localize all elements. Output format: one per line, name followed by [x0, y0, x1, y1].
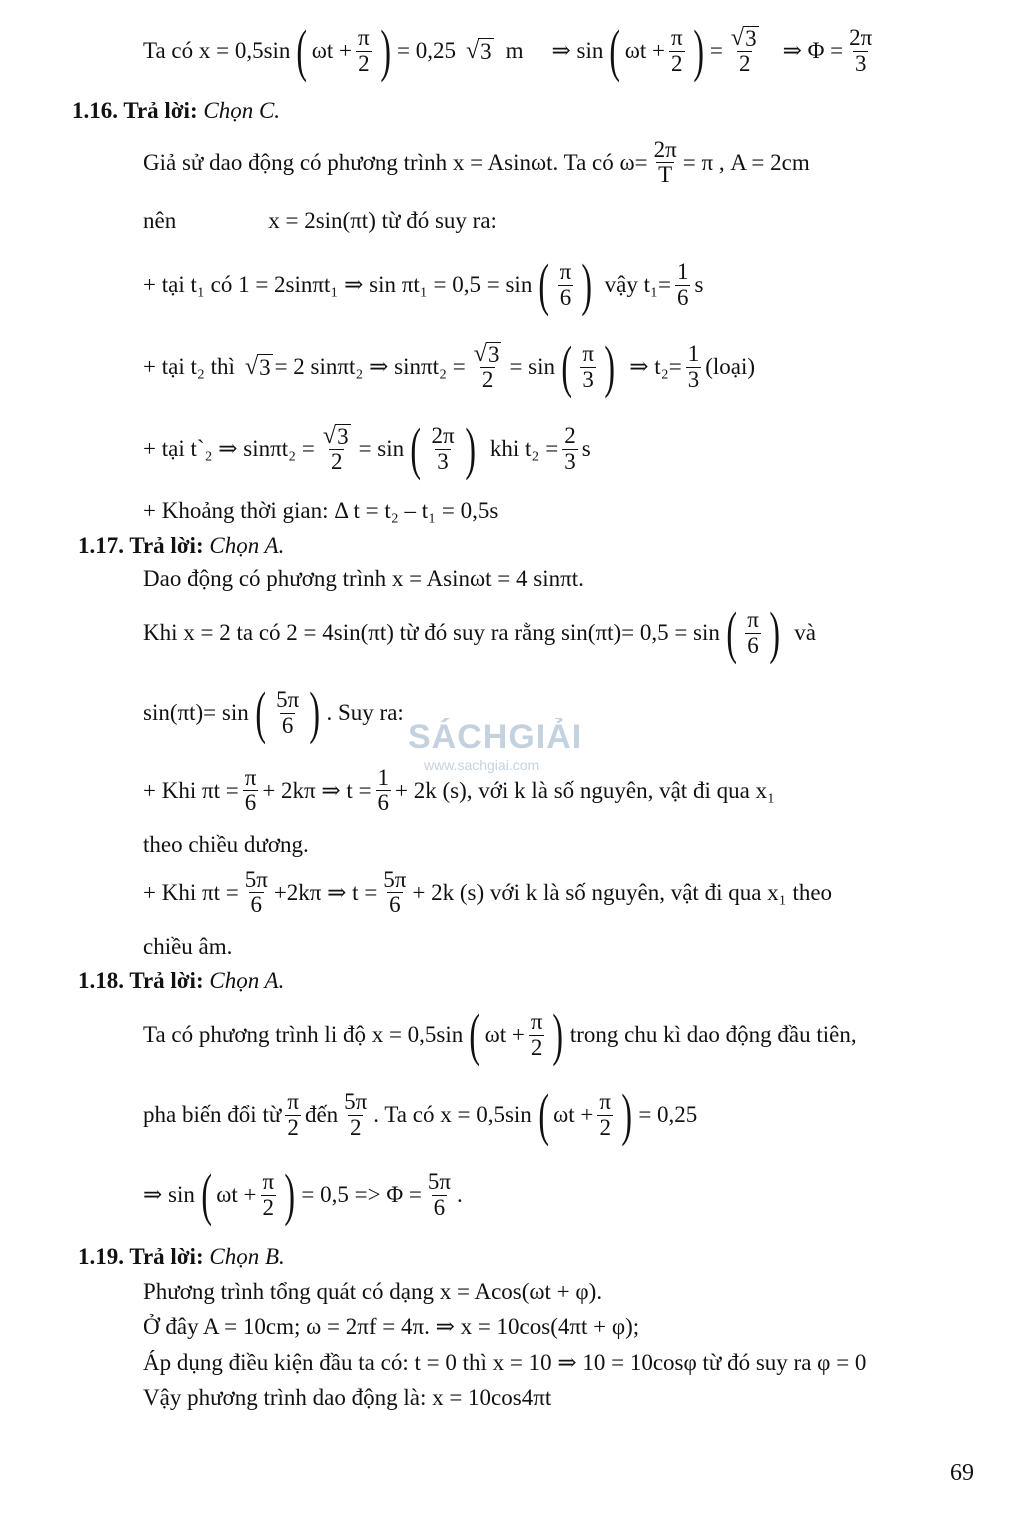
para-1-16-c: + tại t₁ có 1 = 2sinπt₁ ⇒ sin πt₁ = 0,5 = sin ( $\frac{\pi}{6}$ ) vậy t₁= $\frac{1}{6}$ s	[143, 252, 704, 317]
para-1-17-f: + Khi πt = $\frac{5\pi}{6}$ +2kπ ⇒ t = $\frac{5\pi}{6}$ + 2k (s) với k là số nguyên, vật đi qua x₁ theo	[143, 867, 833, 918]
para-1-17-g: chiều âm.	[143, 934, 233, 959]
text: Ta có x = 0,5sin	[143, 38, 291, 63]
sqrt: √ 3	[465, 37, 492, 64]
para-1-17-e: theo chiều dương.	[143, 832, 309, 857]
fraction: √ 3 2	[730, 24, 757, 77]
para-1-19-a: Phương trình tổng quát có dạng x = Acos(ωt + φ).	[143, 1279, 603, 1304]
para-1-18-b: pha biến đổi từ $\frac{\pi}{2}$ đến $\frac{5\pi}{2}$ . Ta có x = 0,5sin ( ωt + $\frac{\pi}{2}$ ) = 0,25	[143, 1082, 698, 1147]
formula-line-intro: Ta có x = 0,5sin ( ωt + $\frac{\pi}{2}$ ) = 0,25 √ 3 m ⇒ sin ( ωt + $\frac{\pi}{2}$ ) = √ 3 2 ⇒ Φ = $\frac{2\pi}{3}$	[143, 18, 873, 83]
fraction: $\frac{2\pi}{3}$	[849, 25, 873, 76]
para-1-19-d: Vậy phương trình dao động là: x = 10cos4πt	[143, 1385, 552, 1410]
para-1-16-f: + Khoảng thời gian: Δ t = t₂ – t₁ = 0,5s	[143, 498, 499, 523]
para-1-17-d: + Khi πt = $\frac{\pi}{6}$ + 2kπ ⇒ t = $\frac{1}{6}$ + 2k (s), với k là số nguyên, vật đi qua x₁	[143, 765, 776, 816]
para-1-19-b: Ở đây A = 10cm; ω = 2πf = 4π. ⇒ x = 10cos(4πt + φ);	[143, 1314, 640, 1339]
para-1-17-c: sin(πt)= sin ( $\frac{5\pi}{6}$ ) . Suy ra:	[143, 680, 404, 745]
para-1-16-b: nên x = 2sin(πt) từ đó suy ra:	[143, 208, 497, 233]
para-1-17-b: Khi x = 2 ta có 2 = 4sin(πt) từ đó suy ra rằng sin(πt)= 0,5 = sin ( $\frac{\pi}{6}$ ) và	[143, 600, 816, 665]
paren-group: ( ωt + $\frac{\pi}{2}$ )	[609, 18, 704, 83]
para-1-18-c: ⇒ sin ( ωt + $\frac{\pi}{2}$ ) = 0,5 => Φ = $\frac{5\pi}{6}$ .	[143, 1162, 463, 1227]
heading-1-16: 1.16. Trả lời: Chọn C.	[72, 98, 281, 123]
paren-group: ( ωt + $\frac{\pi}{2}$ )	[296, 18, 391, 83]
para-1-17-a: Dao động có phương trình x = Asinωt = 4 sinπt.	[143, 566, 584, 591]
heading-1-17: 1.17. Trả lời: Chọn A.	[78, 533, 285, 558]
para-1-16-e: + tại t`₂ ⇒ sinπt₂ = √ 3 2 = sin ( $\frac{2\pi}{3}$ ) khi t₂ = $\frac{2}{3}$ s	[143, 416, 591, 481]
fraction: $\frac{\pi}{2}$	[358, 25, 370, 76]
page-number: 69	[950, 1460, 974, 1486]
heading-1-19: 1.19. Trả lời: Chọn B.	[78, 1244, 285, 1269]
para-1-18-a: Ta có phương trình li độ x = 0,5sin ( ωt + $\frac{\pi}{2}$ ) trong chu kì dao động đầu tiên,	[143, 1002, 857, 1067]
heading-1-18: 1.18. Trả lời: Chọn A.	[78, 968, 285, 993]
para-1-16-a: Giả sử dao động có phương trình x = Asinωt. Ta có ω= $\frac{2\pi}{T}$ = π , A = 2cm	[143, 137, 810, 188]
para-1-16-d: + tại t₂ thì √ 3 = 2 sinπt₂ ⇒ sinπt₂ = √ 3 2 = sin ( $\frac{\pi}{3}$ ) ⇒ t₂= $\frac{1}{3}$ (loại)	[143, 334, 755, 399]
watermark-logo: SÁCHGIẢI www.sachgiai.com	[408, 718, 583, 773]
para-1-19-c: Áp dụng điều kiện đầu ta có: t = 0 thì x = 10 ⇒ 10 = 10cosφ từ đó suy ra φ = 0	[143, 1350, 867, 1375]
